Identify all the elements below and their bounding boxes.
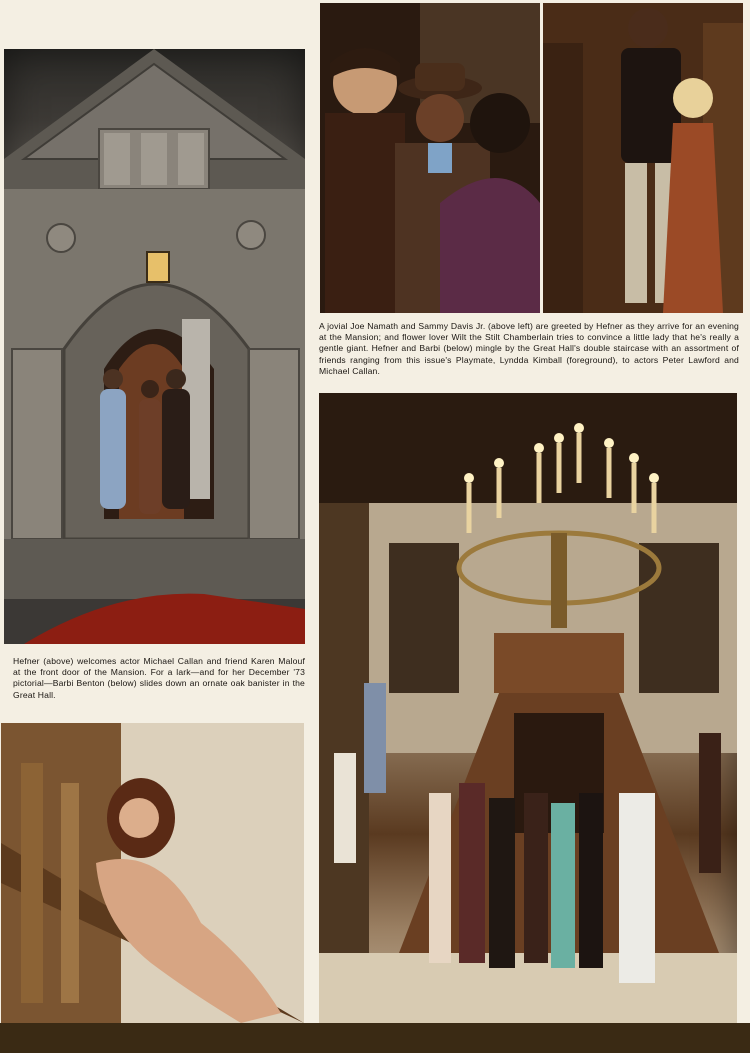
mansion-doorway-photo [4,49,305,644]
doorway-illustration [4,49,305,644]
great-hall-photo [319,393,737,1023]
banister-illustration [1,723,304,1023]
bottom-strip [0,1023,750,1053]
caption-top-right-text: A jovial Joe Namath and Sammy Davis Jr. (above left) are greeted by Hefner as they arrive for an evening at the Mansion; and flower lover Wilt the Stilt Chamberlain tries to convince a little lady that he's really a gentle giant. Hefner and Barbi (below) mingle by the Great Hall's double staircase with an assortment of friends ranging from this issue's Playmate, Lyndda Kimball (foreground), to actors Peter Lawford and Michael Callan. [319,321,739,376]
chamberlain-illustration [543,3,743,313]
caption-left-middle [13,656,305,701]
great-hall-illustration [319,393,737,1023]
caption-left-middle-text: Hefner (above) welcomes actor Michael Callan and friend Karen Malouf at the front door of the Mansion. For a lark—and for her December '73 pictorial—Barbi Benton (below) slides down an ornate oak banister in the Great Hall. [13,656,305,700]
banister-photo [1,723,304,1023]
caption-top-right [319,321,739,377]
chamberlain-photo [543,3,743,313]
namath-davis-photo [320,3,540,313]
guests-illustration [320,3,540,313]
